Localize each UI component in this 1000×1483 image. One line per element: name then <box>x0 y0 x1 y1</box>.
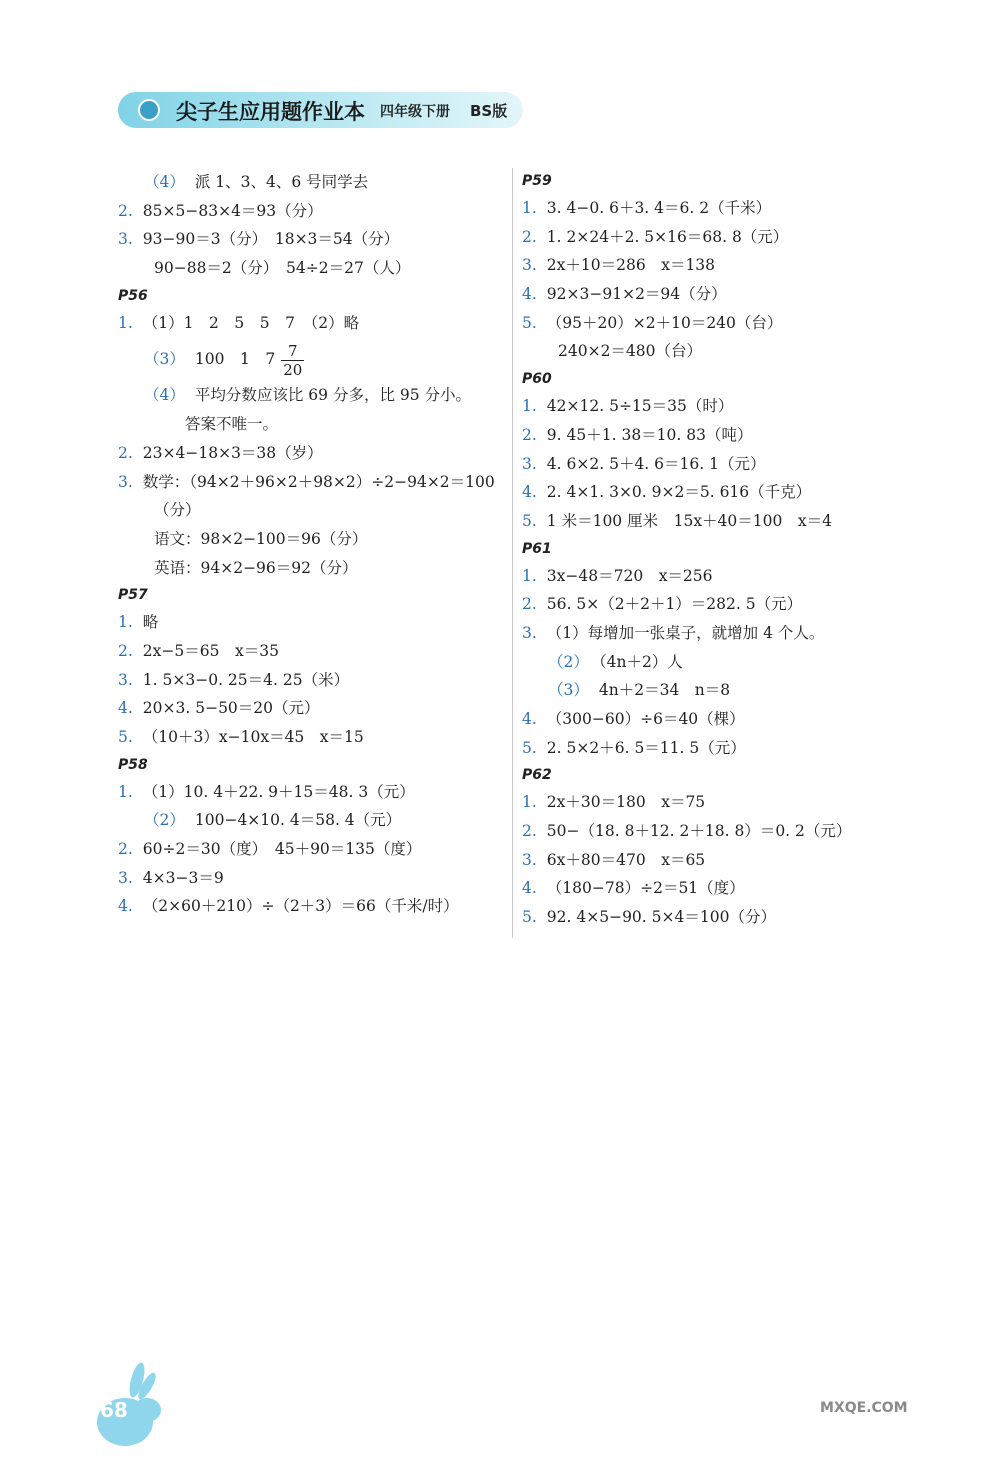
answer-line <box>522 648 917 677</box>
answer-line <box>118 666 513 695</box>
answer-line <box>522 194 917 223</box>
item-number: 5. <box>522 738 537 757</box>
item-number: （2） <box>548 652 589 671</box>
answer-text: 派 1、3、4、6 号同学去 <box>194 173 369 191</box>
item-number: 5. <box>522 511 537 530</box>
item-number: 1. <box>522 793 537 812</box>
book-header-banner <box>118 92 523 128</box>
answer-line <box>118 468 513 497</box>
item-number: 2. <box>522 595 537 614</box>
fraction <box>281 342 304 379</box>
item-number: （3） <box>548 681 589 700</box>
answer-text: 92. 4×5−90. 5×4＝100（分） <box>546 908 776 927</box>
answer-text: 2x＋30＝180 x＝75 <box>546 793 706 812</box>
answer-line <box>118 835 513 864</box>
item-number: 1. <box>118 313 133 332</box>
item-number: 3. <box>118 230 133 249</box>
answer-line <box>522 392 917 421</box>
answer-line <box>118 309 513 338</box>
answer-line <box>118 637 513 666</box>
answer-line <box>522 223 917 252</box>
answer-line <box>522 676 917 705</box>
answer-text: 1. 2×24＋2. 5×16＝68. 8（元） <box>546 227 789 246</box>
answer-line <box>522 337 917 366</box>
answer-line <box>118 337 513 381</box>
item-number: 4. <box>118 699 133 718</box>
answer-text: 平均分数应该比 69 分多，比 95 分小。 <box>194 386 472 405</box>
answer-line <box>522 280 917 309</box>
answer-line <box>118 723 513 752</box>
answer-column-left <box>118 168 513 921</box>
book-logo-icon <box>138 99 160 121</box>
answer-line <box>118 554 513 583</box>
answer-text: 9. 45＋1. 38＝10. 83（吨） <box>546 425 753 444</box>
item-number: 2. <box>118 201 133 220</box>
answer-text: 100−4×10. 4＝58. 4（元） <box>194 811 402 830</box>
section-heading: P61 <box>522 540 552 557</box>
answer-text: 23×4−18×3＝38（岁） <box>142 443 323 462</box>
answer-text: 42×12. 5÷15＝35（时） <box>546 397 734 416</box>
item-number: 3. <box>118 472 133 491</box>
edition-label: BS版 <box>470 102 508 120</box>
answer-text: 4n＋2＝34 n＝8 <box>598 681 731 700</box>
answer-line <box>522 705 917 734</box>
answer-line <box>522 619 917 648</box>
answer-line <box>118 778 513 807</box>
item-number: 2. <box>118 443 133 462</box>
answer-line <box>522 846 917 875</box>
answer-text: 50−（18. 8＋12. 2＋18. 8）＝0. 2（元） <box>546 822 852 841</box>
item-number: 1. <box>522 566 537 585</box>
answer-text: 数学：（94×2＋96×2＋98×2）÷2−94×2＝100 <box>142 472 495 491</box>
section-heading: P56 <box>118 287 148 304</box>
answer-text: （10＋3）x−10x＝45 x＝15 <box>142 728 364 746</box>
answer-line <box>118 225 513 254</box>
item-number: 2. <box>118 840 133 859</box>
item-number: 1. <box>118 782 133 801</box>
item-number: （4） <box>144 386 185 405</box>
item-number: 3. <box>118 670 133 689</box>
answer-line <box>118 864 513 893</box>
section-heading: P57 <box>118 587 148 604</box>
watermark-text: MXQE.COM <box>820 1400 908 1416</box>
item-number: （3） <box>144 350 185 369</box>
answer-text: 92×3−91×2＝94（分） <box>546 285 727 304</box>
item-number: 2. <box>522 822 537 841</box>
section-heading: P62 <box>522 767 552 784</box>
answer-text: （180−78）÷2＝51（度） <box>546 879 745 898</box>
answer-line <box>118 496 513 525</box>
item-number: 3. <box>522 454 537 473</box>
item-number: 3. <box>522 623 537 642</box>
item-number: 2. <box>118 641 133 660</box>
answer-text: （300−60）÷6＝40（棵） <box>546 710 745 728</box>
answer-text: （95＋20）×2＋10＝240（台） <box>546 313 783 332</box>
answer-line <box>522 874 917 903</box>
book-title: 尖子生应用题作业本 <box>176 100 365 124</box>
answer-line <box>522 903 917 932</box>
section-heading: P59 <box>522 173 552 189</box>
answer-text: （4n＋2）人 <box>598 652 683 671</box>
item-number: 4. <box>522 879 537 898</box>
item-number: 5. <box>522 313 537 332</box>
item-number: （2） <box>144 811 185 830</box>
answer-text: 2. 5×2＋6. 5＝11. 5（元） <box>546 738 746 757</box>
answer-text: 略 <box>142 613 159 632</box>
answer-text: （1）1 2 5 5 7 （2）略 <box>142 313 360 332</box>
item-number: 3. <box>118 868 133 887</box>
item-number: 3. <box>522 850 537 869</box>
answer-line <box>522 478 917 507</box>
answer-text: 56. 5×（2＋2＋1）＝282. 5（元） <box>546 595 803 614</box>
item-number: 2. <box>522 425 537 444</box>
answer-line <box>522 590 917 619</box>
item-number: 2. <box>522 227 537 246</box>
answer-text: 语文：98×2−100＝96（分） <box>154 529 368 548</box>
answer-text: 4. 6×2. 5＋4. 6＝16. 1（元） <box>546 454 766 473</box>
answer-text: 英语：94×2−96＝92（分） <box>154 558 358 577</box>
fraction-numerator: 7 <box>287 341 298 360</box>
answer-line <box>522 817 917 846</box>
answer-text: 1 米＝100 厘米 15x＋40＝100 x＝4 <box>546 511 832 530</box>
grade-label: 四年级下册 <box>380 104 450 120</box>
answer-text: （分） <box>154 501 201 520</box>
answer-text: 2. 4×1. 3×0. 9×2＝5. 616（千克） <box>546 483 812 502</box>
item-number: 5. <box>522 908 537 927</box>
answer-line <box>522 309 917 338</box>
answer-line <box>522 562 917 591</box>
answer-text: 4×3−3＝9 <box>142 868 224 887</box>
answer-text: （1）每增加一张桌子，就增加 4 个人。 <box>546 623 825 642</box>
answer-text: （2×60＋210）÷（2＋3）＝66（千米/时） <box>142 897 459 916</box>
answer-text: 85×5−83×4＝93（分） <box>142 201 323 220</box>
answer-text: 20×3. 5−50＝20（元） <box>142 699 320 718</box>
answer-text: 2x−5＝65 x＝35 <box>142 641 279 660</box>
answer-line <box>118 439 513 468</box>
answer-text: 60÷2＝30（度） 45＋90＝135（度） <box>142 840 422 859</box>
item-number: 1. <box>118 613 133 632</box>
answer-text: （1）10. 4＋22. 9＋15＝48. 3（元） <box>142 782 415 801</box>
answer-text: 2x＋10＝286 x＝138 <box>546 256 716 275</box>
answer-line <box>522 251 917 280</box>
answer-line <box>118 608 513 637</box>
answer-text: 1. 5×3−0. 25＝4. 25（米） <box>142 670 350 689</box>
answer-line <box>118 410 513 439</box>
answer-line <box>522 450 917 479</box>
answer-line <box>522 788 917 817</box>
answer-line <box>118 381 513 410</box>
item-number: 5. <box>118 728 133 746</box>
item-number: 3. <box>522 256 537 275</box>
section-heading: P60 <box>522 371 552 388</box>
item-number: 1. <box>522 397 537 416</box>
answer-line <box>522 734 917 763</box>
answer-text: 答案不唯一。 <box>154 415 279 434</box>
answer-line <box>118 694 513 723</box>
answer-text: 3. 4−0. 6＋3. 4＝6. 2（千米） <box>546 199 772 217</box>
item-number: 4. <box>522 710 537 728</box>
answer-text: 240×2＝480（台） <box>558 342 703 361</box>
page-number: 68 <box>100 1398 128 1422</box>
answer-line <box>522 507 917 536</box>
item-number: 4. <box>522 285 537 304</box>
item-number: 1. <box>522 199 537 217</box>
answer-text: 6x＋80＝470 x＝65 <box>546 850 706 869</box>
item-number: （4） <box>144 173 185 191</box>
answer-text: 100 1 7 <box>194 350 276 369</box>
answer-line <box>118 892 513 921</box>
answer-line <box>118 525 513 554</box>
answer-line <box>118 254 513 283</box>
answer-line <box>118 168 513 197</box>
answer-column-right <box>522 168 917 932</box>
answer-text: 3x−48＝720 x＝256 <box>546 566 713 585</box>
answer-line <box>118 197 513 226</box>
fraction-denominator: 20 <box>283 360 303 379</box>
answer-text: 90−88＝2（分） 54÷2＝27（人） <box>154 259 411 278</box>
answer-line <box>522 421 917 450</box>
answer-line <box>118 806 513 835</box>
item-number: 4. <box>522 483 537 502</box>
answer-text: 93−90＝3（分） 18×3＝54（分） <box>142 230 400 249</box>
item-number: 4. <box>118 897 133 916</box>
section-heading: P58 <box>118 756 148 773</box>
